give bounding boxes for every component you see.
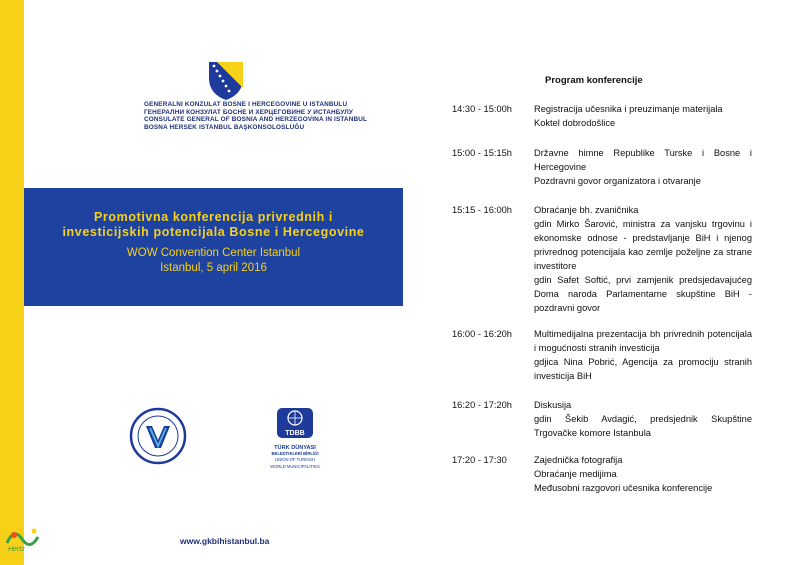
coat-of-arms-icon [205, 60, 247, 102]
program-time: 14:30 - 15:00h [452, 104, 512, 114]
program-description [534, 203, 752, 315]
tdbb-logo [270, 406, 320, 476]
event-title-line-1: Promotivna konferencija privrednih i [93, 210, 333, 224]
tdbb-name-2: BELEDİYELERİ BİRLİĞİ [271, 451, 319, 457]
tdbb-abbrev: TDBB [285, 430, 305, 437]
tdbb-en-1: UNION OF TURKISH [275, 457, 315, 463]
program-line: Diskusija [534, 400, 572, 410]
program-time: 17:20 - 17:30 [452, 455, 507, 465]
program-time: 15:00 - 15:15h [452, 148, 512, 158]
program-line: Registracija učesnika i preuzimanje materijala [534, 104, 723, 114]
program-title: Program konferencije [545, 75, 643, 86]
tdbb-en-2: WORLD MUNICIPALITIES [270, 463, 320, 469]
program-time: 16:00 - 16:20h [452, 329, 512, 339]
event-date: Istanbul, 5 april 2016 [160, 262, 267, 274]
program-time: 16:20 - 17:20h [452, 400, 512, 410]
yellow-side-strip [0, 0, 24, 565]
program-line: gdin Šekib Avdagić, predsjednik Skupštine Trgovačke komore Istanbula [534, 414, 752, 438]
event-title-line-2: investicijskih potencijala Bosne i Hercegovine [62, 225, 365, 239]
program-description [534, 102, 752, 130]
consulate-name [144, 101, 424, 131]
program-description [534, 453, 752, 495]
website-link[interactable]: www.gkbihistanbul.ba [180, 536, 270, 546]
program-line: gdin Mirko Šarović, ministra za vanjsku trgovinu i ekonomske odnose - predstavljanje BiH i njenog privrednog potencijala kao zemlje poželjne za strane investitore [534, 219, 752, 271]
event-banner [24, 188, 403, 306]
marmara-logo-icon [128, 406, 188, 466]
tdbb-name-1: TÜRK DÜNYASI [274, 445, 316, 451]
program-line: Međusobni razgovori učesnika konferencije [534, 483, 713, 493]
program-line: Koktel dobrodošlice [534, 118, 616, 128]
tdbb-emblem-icon [270, 406, 320, 440]
consulate-line-en: CONSULATE GENERAL OF BOSNIA AND HERZEGOVINA IN ISTANBUL [144, 116, 368, 124]
program-line: Obraćanje medijima [534, 469, 617, 479]
program-description [534, 327, 752, 383]
program-line: gdin Safet Softić, prvi zamjenik predsjedavajućeg Doma naroda Parlamentarne skupštine BiH - pozdravni govor [534, 275, 752, 313]
event-title [24, 210, 403, 240]
tourism-logo-text: Hertz [8, 546, 25, 553]
program-line: Multimedijalna prezentacija bh privrednih potencijala i mogućnosti stranih investicija [534, 329, 752, 353]
event-details [24, 246, 403, 276]
program-line: Zajednička fotografija [534, 455, 623, 465]
tourism-logo-icon [4, 515, 49, 555]
program-line: Pozdravni govor organizatora i otvaranje [534, 176, 701, 186]
program-description [534, 398, 752, 440]
program-description [534, 146, 752, 188]
consulate-line-bs: GENERALNI KONZULAT BOSNE I HERCEGOVINE U ISTANBULU [144, 101, 348, 108]
program-line: Državne himne Republike Turske i Bosne i Hercegovine [534, 148, 752, 172]
consulate-line-cyrillic: ГЕНЕРАЛНИ КОНЗУЛАТ БОСНЕ И ХЕРЦЕГОВИНЕ У ИСТАНБУЛУ [144, 108, 354, 116]
program-line: gdjica Nina Pobrić, Agencija za promociju stranih investicija BiH [534, 357, 752, 381]
event-venue: WOW Convention Center Istanbul [126, 247, 301, 259]
consulate-line-tr: BOSNA HERSEK ISTANBUL BAŞKONSOLOSLUĞU [144, 123, 305, 131]
program-line: Obraćanje bh. zvaničnika [534, 205, 639, 215]
program-time: 15:15 - 16:00h [452, 205, 512, 215]
